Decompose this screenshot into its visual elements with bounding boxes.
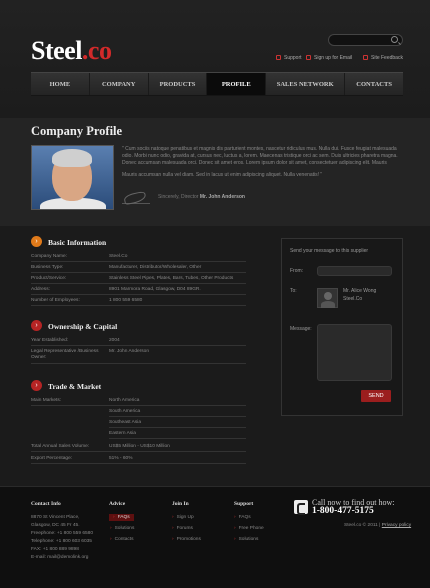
signature-image — [122, 190, 150, 204]
page-title: Company Profile — [31, 124, 123, 138]
nav-contacts[interactable]: CONTACTS — [356, 80, 392, 88]
footer-contact-line: 8870 St Vincent Place, — [31, 515, 80, 520]
footer-contact-line: Glasgow, DC 45 Fr 45. — [31, 523, 80, 528]
arrow-right-icon: › — [31, 236, 42, 247]
director-photo — [31, 145, 114, 210]
copyright: Steel.co © 2011 | Privacy policy — [344, 523, 412, 528]
footer-support-title: Support — [234, 501, 254, 507]
table-row: Legal Representative /Business Owner: Mr. John Anderson — [31, 346, 246, 364]
search-icon[interactable] — [391, 36, 398, 43]
recipient-company: Steel.Co — [343, 296, 363, 302]
profile-intro: " Cum sociis natoque penatibus et magnis dis parturient montes, nascetur ridiculus mus. Nulla dui. Fusce feugiat malesuada odio. Morbi nunc odio, gravida at, cursus nec, luctus a, lorem. Maecenas tristique orci ac sem. Duis ultricies pharetra magna. Donec accumsan malesuada orci. Donec sit amet eros. Lorem ipsum dolor sit amet, consectetuer adipiscing elit. Mauris — [122, 146, 398, 166]
message-label: Message: — [290, 326, 312, 332]
support-link[interactable]: Support — [276, 55, 302, 61]
footer-contact-title: Contact Info — [31, 501, 61, 507]
footer-link-promotions[interactable]: › Promotions — [172, 537, 201, 542]
from-label: From: — [290, 268, 304, 274]
to-label: To: — [290, 288, 297, 294]
form-header: Send your message to this supplier — [290, 248, 369, 254]
nav-company[interactable]: COMPANY — [90, 73, 149, 95]
nav-products[interactable]: PRODUCTS — [149, 73, 208, 95]
nav-profile[interactable]: PROFILE — [207, 73, 266, 95]
site-feedback-link[interactable]: Site Feedback — [363, 55, 403, 61]
signature-caption: Sincerely, Director Mr. John Anderson — [158, 194, 245, 200]
table-row: Company Name: Steel.Co — [31, 251, 246, 262]
footer-link-solutions[interactable]: › Solutions — [110, 526, 135, 531]
nav-home[interactable]: HOME — [31, 73, 90, 95]
email-icon — [306, 55, 311, 60]
section-title-ownership: Ownership & Capital — [48, 322, 118, 331]
table-row: Total Annual Sales Volume: US$5 Million - US$10 Million — [31, 441, 246, 452]
main-nav — [31, 72, 403, 96]
support-icon — [276, 55, 281, 60]
table-row: Year Established: 2004 — [31, 335, 246, 346]
nav-sales-network[interactable]: SALES NETWORK — [266, 73, 345, 95]
footer-joinin-title: Join In — [172, 501, 189, 507]
table-row: Address: 8901 Marmora Road, Glasgow, D04 89GR. — [31, 284, 246, 295]
table-row: Number of Employees: 1 800 559 6580 — [31, 295, 246, 306]
footer-link-contacts[interactable]: › Contacts — [110, 537, 134, 542]
section-title-basic: Basic Information — [48, 238, 107, 247]
footer-contact-line: Freephone: +1 800 559 6580 — [31, 531, 94, 536]
table-row: Main Markets: North America — [31, 395, 246, 406]
footer-link-faqs[interactable]: › FAQs — [109, 514, 134, 521]
from-input[interactable] — [317, 266, 392, 276]
footer-contact-line: Telephone: +1 800 603 6035 — [31, 539, 92, 544]
footer-link-support-faqs[interactable]: › FAQs — [234, 515, 251, 520]
recipient-name: Mr. Alice Wong — [343, 288, 377, 294]
search-input[interactable] — [328, 34, 403, 46]
table-row: Eastern Asia — [109, 428, 246, 439]
footer-link-free-phone[interactable]: › Free Phone — [234, 526, 264, 531]
send-button[interactable]: SEND — [361, 390, 391, 402]
privacy-policy-link[interactable]: Privacy policy — [381, 523, 412, 528]
table-row: Business Type: Manufacturer, Distributor/Wholesaler, Other — [31, 262, 246, 273]
footer-advice-title: Advice — [109, 501, 126, 507]
table-row: South America — [109, 406, 246, 417]
footer-link-signup[interactable]: › Sign Up — [172, 515, 194, 520]
footer-link-support-solutions[interactable]: › Solutions — [234, 537, 259, 542]
message-textarea[interactable] — [317, 324, 392, 381]
table-row: Product/Service: Stainless Steel Pipes, Plates, Bars, Tubes, Other Products — [31, 273, 246, 284]
site-logo[interactable]: Steel.co — [31, 36, 112, 65]
arrow-right-icon: › — [31, 380, 42, 391]
avatar — [317, 288, 338, 308]
section-title-trade: Trade & Market — [48, 382, 102, 391]
footer-contact-line: FAX: +1 800 889 9898 — [31, 547, 79, 552]
table-row: Export Percentage: 51% - 60% — [31, 453, 246, 464]
email-signup-link[interactable]: Sign up for Email — [306, 55, 352, 61]
footer-contact-line[interactable]: E-mail: mail@demolink.org — [31, 555, 89, 560]
phone-icon — [294, 500, 308, 514]
footer-link-forums[interactable]: › Forums — [172, 526, 193, 531]
arrow-right-icon: › — [31, 320, 42, 331]
table-row: Southeast Asia — [109, 417, 246, 428]
feedback-icon — [363, 55, 368, 60]
phone-number: 1-800-477-5175 — [312, 506, 374, 516]
profile-intro-end: Mauris accumsan nulla vel diam. Sed in lacus ut enim adipiscing aliquet. Nulla venenatis! " — [122, 172, 323, 178]
call-now-text: Call now to find out how: — [312, 498, 395, 507]
